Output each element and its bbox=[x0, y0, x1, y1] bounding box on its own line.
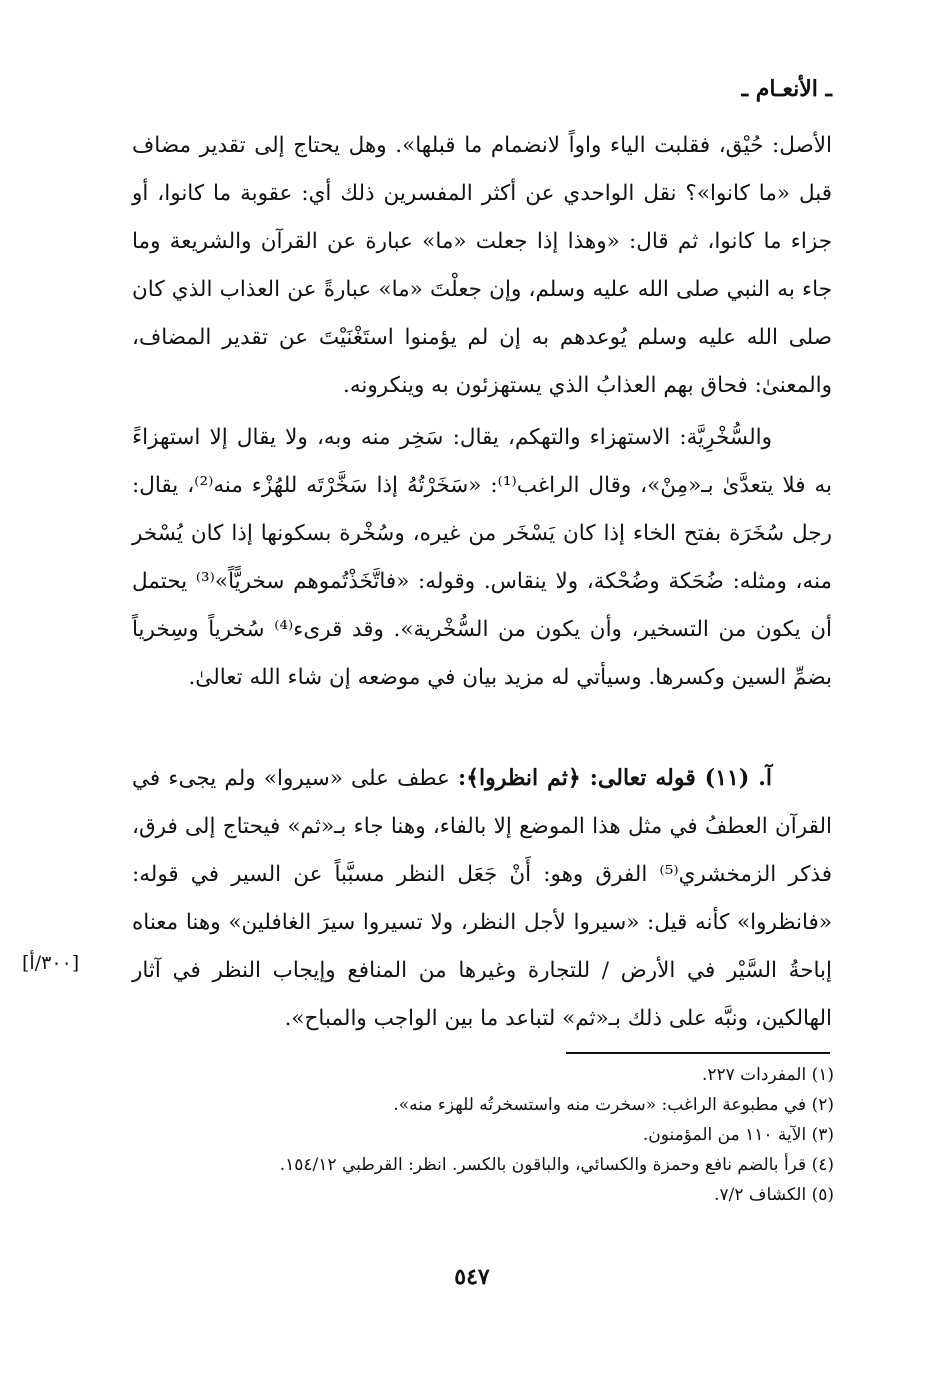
verse-heading: آ. (١١) قوله تعالى: ﴿ثم انظروا﴾: bbox=[457, 765, 772, 791]
paragraph-1: الأصل: حُيْق، فقلبت الياء واواً لانضمام ما قبلها». وهل يحتاج إلى تقدير مضاف قبل «ما كانوا»؟ نقل الواحدي عن أكثر المفسرين ذلك أي: عقوبة ما كانوا، أو جزاء ما كانوا، ثم قال: «وهذا إذا جعلت «ما» عبارة عن القرآن والشريعة وما جاء به النبي صلى الله عليه وسلم، وإن جعلْتَ «ما» عبارةً عن العذاب الذي كان صلى الله عليه وسلم يُوعدهم به إن لم يؤمنوا استَغْنَيْتَ عن تقدير المضاف، والمعنىٰ: فحاق بهم العذابُ الذي يستهزئون به وينكرونه. bbox=[132, 133, 832, 398]
footnote-5: (٥) الكشاف ٧/٢. bbox=[714, 1185, 834, 1205]
paragraph-3-text: عطف على «سيروا» ولم يجىء في القرآن العطفُ في مثل هذا الموضع إلا بالفاء، وهنا جاء بـ«ثم» فيحتاج إلى فرق، فذكر الزمخشري⁽⁵⁾ الفرق وهو: أَنْ جَعَل النظر مسبَّباً عن السير في قوله: «فانظروا» كأنه قيل: «سيروا لأجل النظر، ولا تسيروا سيرَ الغافلين» وهنا معناه إباحةُ السَّيْر في الأرض / للتجارة وغيرها من المنافع وإيجاب النظر في آثار الهالكين، ونبَّه على ذلك بـ«ثم» لتباعد ما بين الواجب والمباح». bbox=[132, 766, 833, 1031]
footnote-4: (٤) قرأ بالضم نافع وحمزة والكسائي، والباقون بالكسر. انظر: القرطبي ١٥٤/١٢. bbox=[279, 1155, 834, 1175]
footnote-3: (٣) الآية ١١٠ من المؤمنون. bbox=[642, 1125, 834, 1145]
footnotes bbox=[134, 1060, 834, 1210]
footnote-1: (١) المفردات ٢٢٧. bbox=[701, 1065, 834, 1085]
running-header: ـ الأنعـام ـ bbox=[741, 76, 832, 102]
manuscript-folio-marker: [٣٠٠/أ] bbox=[22, 952, 80, 974]
footnote-separator bbox=[566, 1052, 830, 1054]
paragraph-3 bbox=[132, 754, 832, 1043]
paragraph-2-text: والسُّخْرِيَّة: الاستهزاء والتهكم، يقال: سَخِر منه وبه، ولا يقال إلا استهزاءً به فلا يتعدَّىٰ بـ«مِنْ»، وقال الراغب⁽¹⁾: «سَخَرْتُهُ إذا سَخَّرْتَه للهُزْء منه⁽²⁾، يقال: رجل سُخَرَة بفتح الخاء إذا كان يَسْخَر من غيره، وسُخْرة بسكونها إذا كان يُسْخر منه، ومثله: ضُحَكة وضُحْكة، ولا ينقاس. وقوله: «فاتَّخَذْتُموهم سخريًّاً»⁽³⁾ يحتمل أن يكون من التسخير، وأن يكون من السُّخْرية». وقد قرىء⁽⁴⁾ سُخرياً وسِخرياً بضمِّ السين وكسرها. وسيأتي له مزيد بيان في موضعه إن شاء الله تعالىٰ. bbox=[132, 425, 833, 690]
page-number: ٥٤٧ bbox=[454, 1264, 490, 1290]
paragraph-2 bbox=[132, 414, 832, 702]
footnote-2: (٢) في مطبوعة الراغب: «سخرت منه واستسخرتُه للهزء منه». bbox=[393, 1095, 834, 1115]
